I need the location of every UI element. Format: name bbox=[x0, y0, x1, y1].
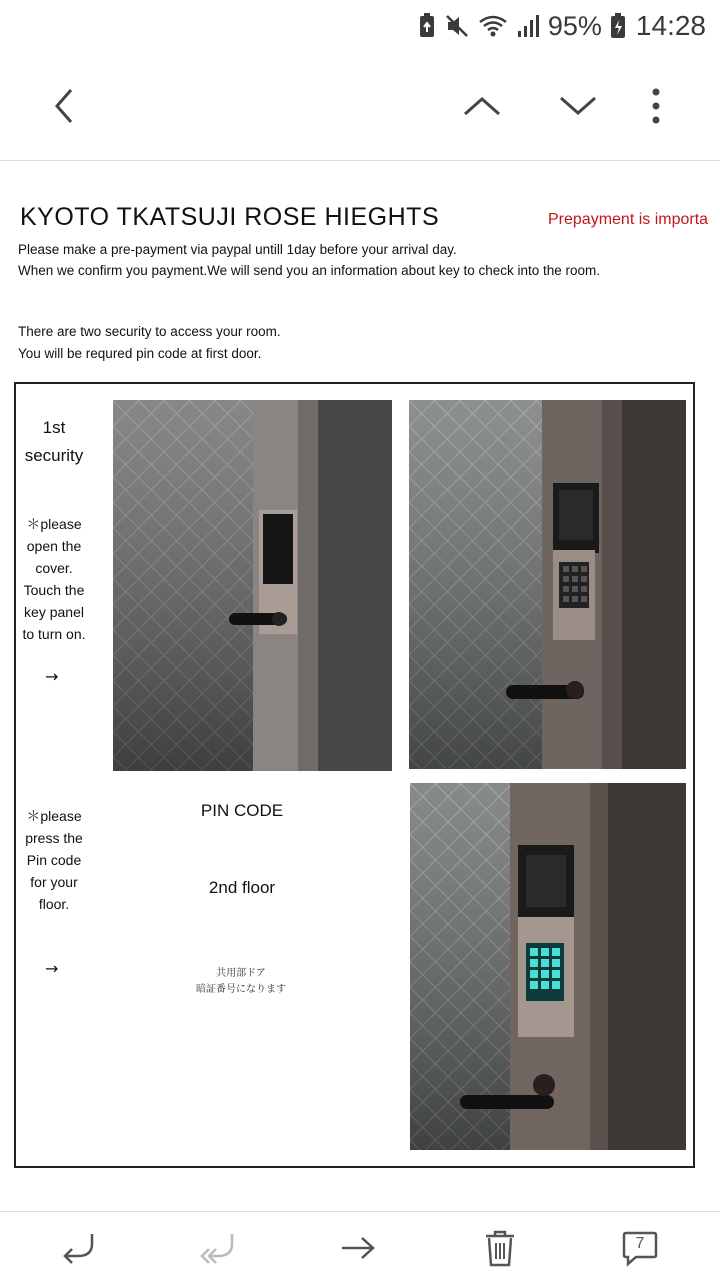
delete-button[interactable] bbox=[468, 1220, 532, 1276]
battery-saver-icon bbox=[418, 13, 436, 39]
floor-label: 2nd floor bbox=[208, 878, 276, 897]
back-icon bbox=[49, 86, 79, 126]
step2-instruction-line: floor. bbox=[38, 896, 70, 912]
comment-count: 7 bbox=[635, 1235, 645, 1252]
step1-heading bbox=[16, 414, 92, 470]
pin-code-label: PIN CODE bbox=[200, 801, 284, 820]
more-options-icon bbox=[651, 88, 661, 124]
reply-all-button[interactable] bbox=[186, 1220, 250, 1276]
step2-instruction-line: press the bbox=[25, 830, 83, 846]
bottom-action-bar bbox=[0, 1211, 720, 1281]
document-line: There are two security to access your room. bbox=[18, 324, 281, 339]
step1-instructions bbox=[14, 513, 94, 645]
battery-icon bbox=[610, 13, 626, 39]
forward-icon bbox=[338, 1228, 378, 1268]
step1-instruction-line: ＊please bbox=[26, 516, 82, 532]
more-options-button[interactable] bbox=[620, 70, 692, 142]
step2-instructions bbox=[14, 805, 94, 915]
step2-instruction-line: Pin code bbox=[26, 852, 82, 868]
comments-button[interactable] bbox=[608, 1220, 672, 1276]
step1-instruction-line: cover. bbox=[35, 560, 73, 576]
step1-heading-line: security bbox=[24, 446, 84, 465]
step2-arrow: → bbox=[45, 959, 59, 978]
previous-icon bbox=[462, 91, 502, 121]
status-bar bbox=[0, 0, 720, 52]
clock: 14:28 bbox=[635, 10, 706, 41]
door-photo-closed bbox=[113, 400, 392, 771]
next-icon bbox=[558, 91, 598, 121]
door-photo-cover-open bbox=[409, 400, 686, 769]
mute-icon bbox=[444, 13, 470, 39]
japanese-note-line: 共用部ドア bbox=[216, 968, 266, 979]
document-title: KYOTO TKATSUJI ROSE HIEGHTS bbox=[20, 203, 440, 231]
step1-heading-line: 1st bbox=[42, 418, 66, 437]
app-bar bbox=[0, 52, 720, 161]
step1-instruction-line: Touch the bbox=[23, 582, 85, 598]
document-line: Please make a pre-payment via paypal untill 1day before your arrival day. bbox=[18, 242, 457, 257]
reply-button[interactable] bbox=[46, 1220, 110, 1276]
step2-instruction-line: for your bbox=[30, 874, 78, 890]
prepayment-note: Prepayment is importa bbox=[548, 211, 709, 228]
wifi-icon bbox=[478, 13, 508, 39]
battery-percent: 95% bbox=[547, 10, 602, 41]
japanese-note-line: 暗証番号になります bbox=[196, 984, 286, 995]
signal-icon bbox=[516, 13, 540, 39]
delete-icon bbox=[482, 1228, 518, 1268]
status-icons bbox=[418, 8, 706, 44]
forward-button[interactable] bbox=[326, 1220, 390, 1276]
next-button[interactable] bbox=[542, 70, 614, 142]
reply-icon bbox=[58, 1228, 98, 1268]
door-photo-keypad-lit bbox=[410, 783, 686, 1150]
previous-button[interactable] bbox=[446, 70, 518, 142]
step1-instruction-line: open the bbox=[26, 538, 82, 554]
japanese-note bbox=[176, 966, 306, 998]
step1-arrow: → bbox=[45, 667, 59, 686]
back-button[interactable] bbox=[28, 70, 100, 142]
document-line: When we confirm you payment.We will send you an information about key to check into the room. bbox=[18, 263, 601, 278]
reply-all-icon bbox=[198, 1228, 238, 1268]
document-line: You will be requred pin code at first door. bbox=[18, 346, 262, 361]
step2-instruction-line: ＊please bbox=[26, 808, 82, 824]
attachment-image[interactable] bbox=[0, 161, 720, 1211]
comments-icon bbox=[620, 1228, 660, 1268]
step1-instruction-line: key panel bbox=[24, 604, 84, 620]
step1-instruction-line: to turn on. bbox=[22, 626, 86, 642]
